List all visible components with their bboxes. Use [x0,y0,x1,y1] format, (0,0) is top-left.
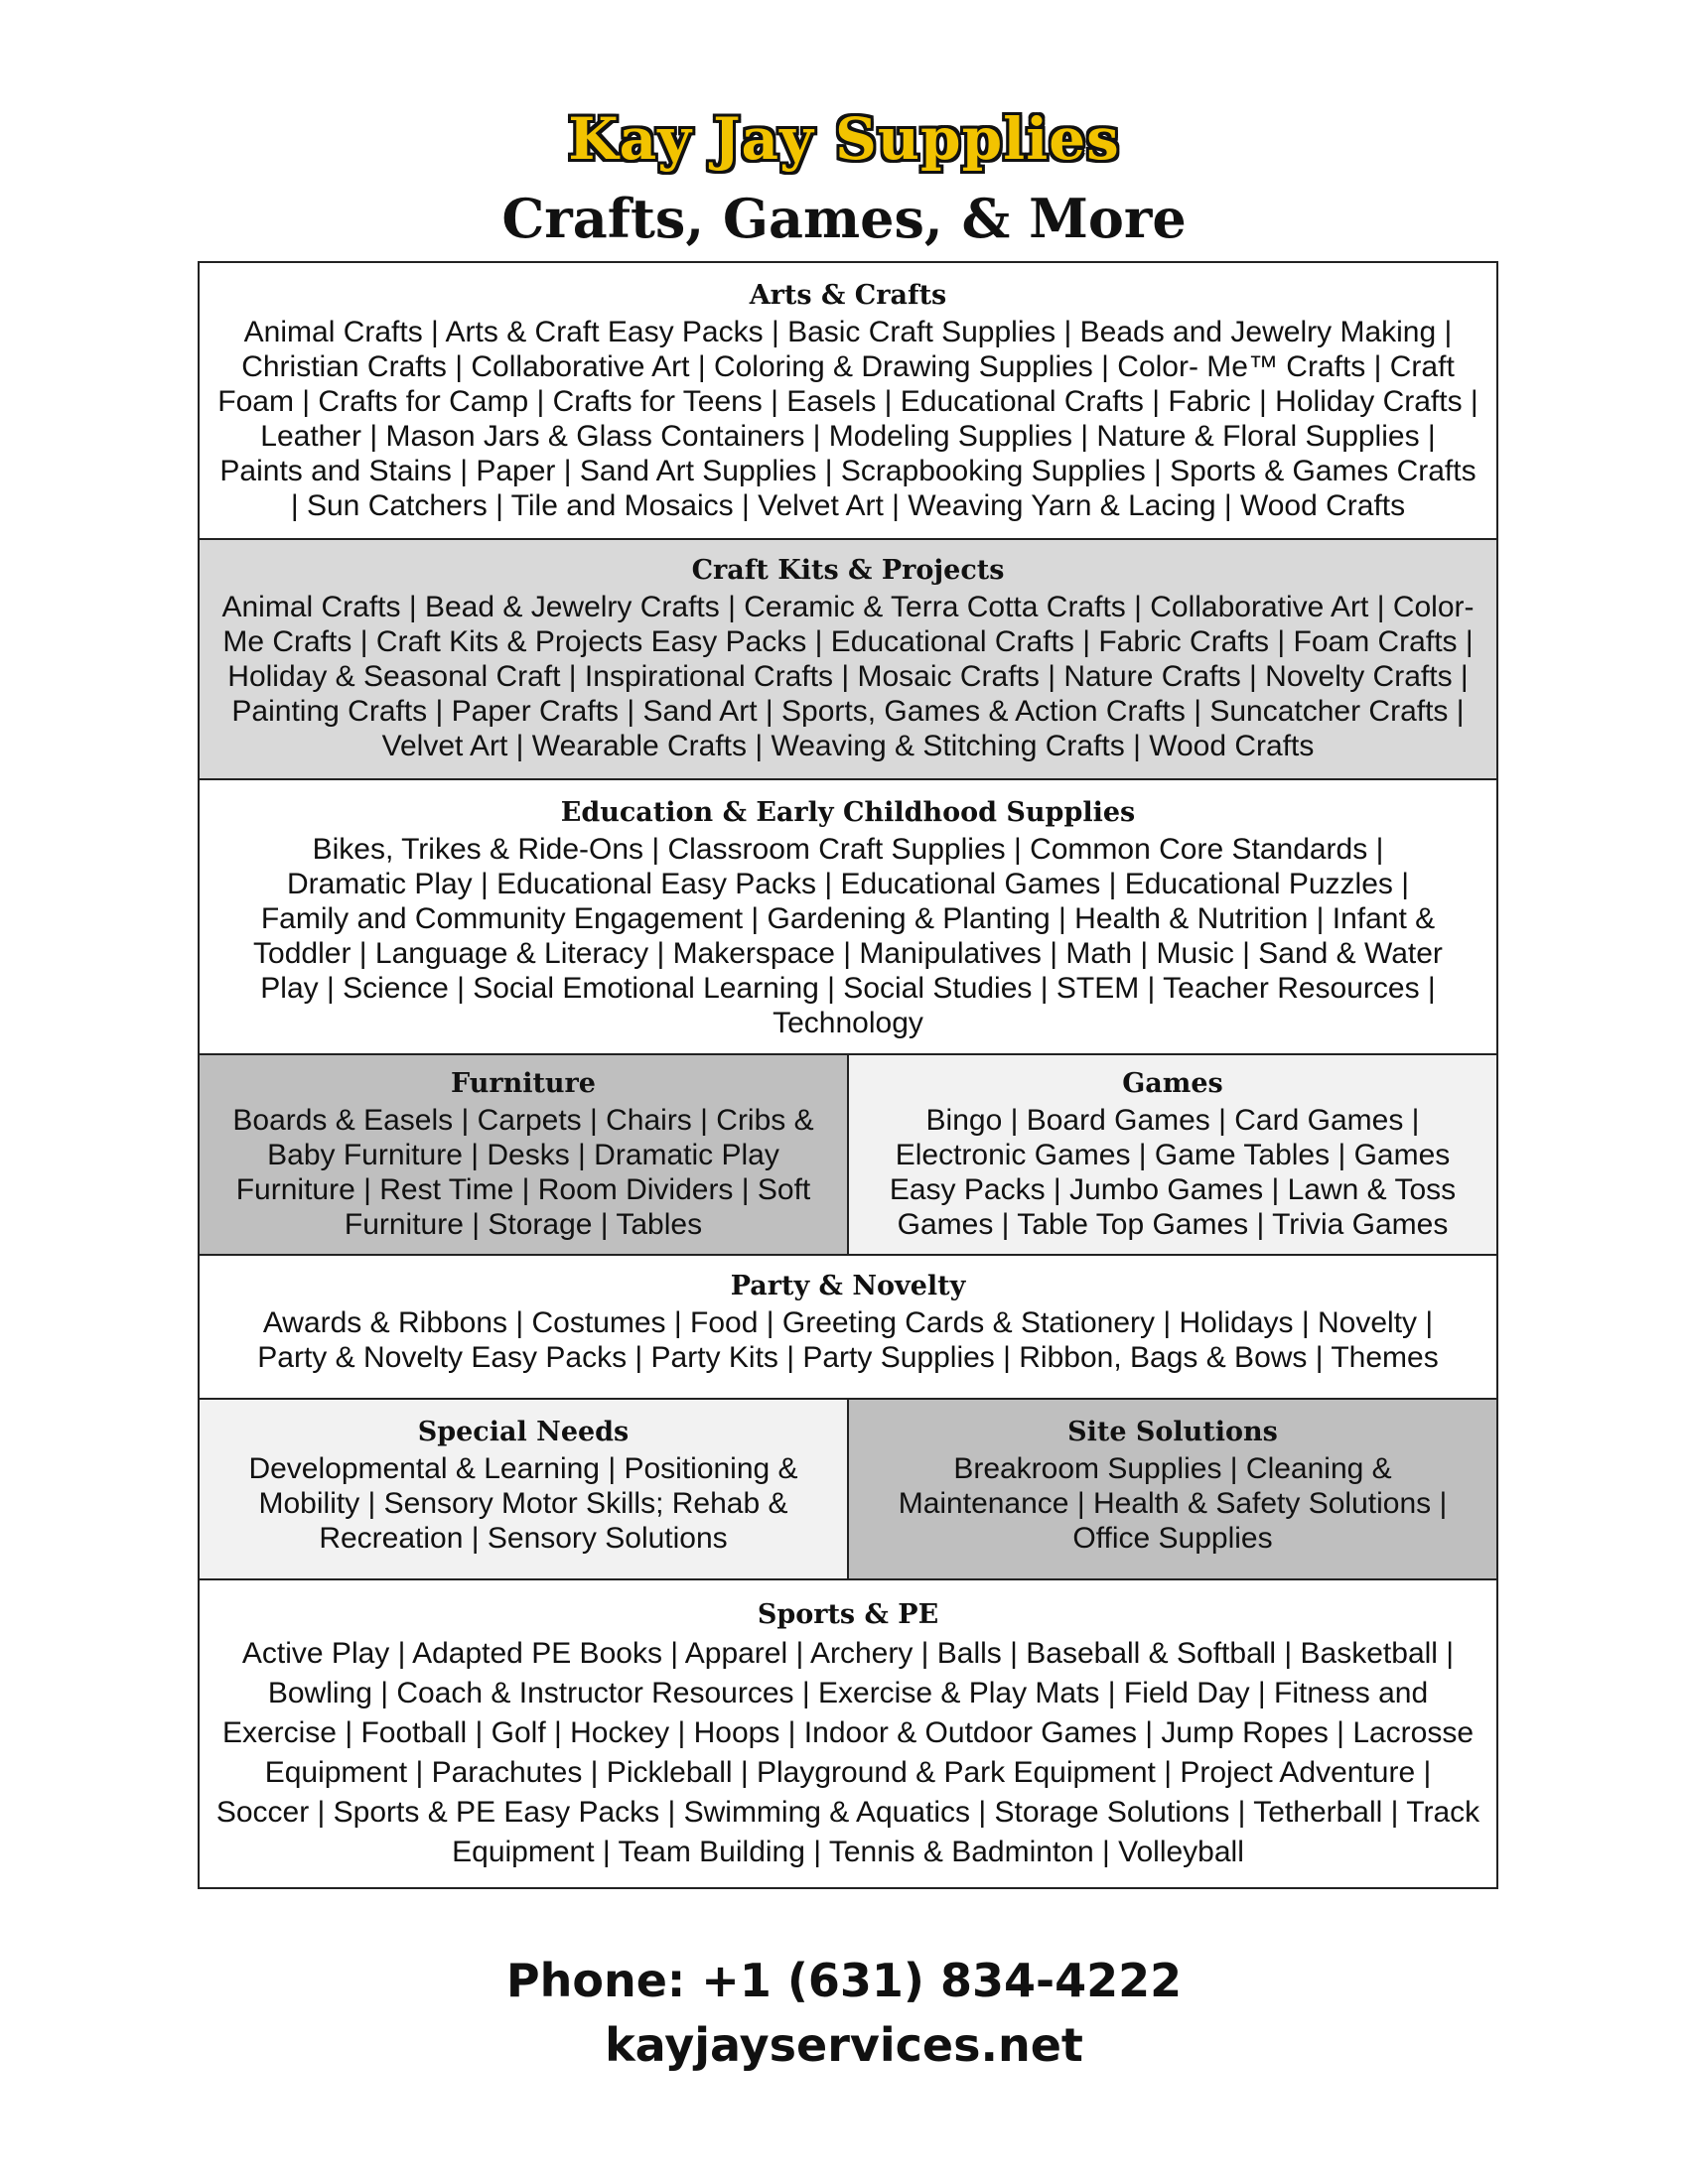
section-title: Site Solutions [1067,1417,1278,1447]
section-items: Developmental & Learning | Positioning & Mobility | Sensory Motor Skills; Rehab & Recreation | Sensory Solutions [248,1452,798,1555]
category-table [198,261,1498,1889]
section-title: Craft Kits & Projects [691,555,1005,586]
section-sports-pe [200,1580,1496,1887]
section-items: Boards & Easels | Carpets | Chairs | Cribs & Baby Furniture | Desks | Dramatic Play Furniture | Rest Time | Room Dividers | Soft Furniture | Storage | Tables [232,1104,814,1241]
section-education [200,780,1496,1055]
section-items: Animal Crafts | Arts & Craft Easy Packs | Basic Craft Supplies | Beads and Jewelry Making | Christian Crafts | Collaborative Art | Coloring & Drawing Supplies | Color- Me™ Crafts | Craft Foam | Crafts for Camp | Crafts for Teens | Easels | Educational Crafts | Fabric | Holiday Crafts | Leather | Mason Jars & Glass Containers | Modeling Supplies | Nature & Floral Supplies | Paints and Stains | Paper | Sand Art Supplies | Scrapbooking Supplies | Sports & Games Crafts | Sun Catchers | Tile and Mosaics | Velvet Art | Weaving Yarn & Lacing | Wood Crafts [217,316,1478,522]
website-link[interactable]: kayjayservices.net [605,2018,1083,2072]
section-items: Awards & Ribbons | Costumes | Food | Greeting Cards & Stationery | Holidays | Novelty | Party & Novelty Easy Packs | Party Kits | Party Supplies | Ribbon, Bags & Bows | Themes [257,1306,1439,1374]
section-title: Education & Early Childhood Supplies [560,797,1136,828]
section-title: Special Needs [417,1417,630,1447]
section-site-solutions [849,1400,1496,1580]
section-special-needs [200,1400,849,1580]
section-items: Bingo | Board Games | Card Games | Electronic Games | Game Tables | Games Easy Packs | Jumbo Games | Lawn & Toss Games | Table Top Games | Trivia Games [889,1104,1457,1241]
section-title: Furniture [451,1068,596,1099]
section-craft-kits [200,540,1496,780]
section-party [200,1256,1496,1400]
section-title: Games [1122,1068,1223,1099]
section-title: Arts & Crafts [749,280,947,311]
section-title: Party & Novelty [730,1271,966,1301]
section-items: Bikes, Trikes & Ride-Ons | Classroom Craft Supplies | Common Core Standards | Dramatic Play | Educational Easy Packs | Educational Games | Educational Puzzles | Family and Community Engagement | Gardening & Planting | Health & Nutrition | Infant & Toddler | Language & Literacy | Makerspace | Manipulatives | Math | Music | Sand & Water Play | Science | Social Emotional Learning | Social Studies | STEM | Teacher Resources | Technology [253,833,1443,1039]
section-title: Sports & PE [757,1599,939,1630]
section-furniture [200,1055,849,1256]
section-items: Breakroom Supplies | Cleaning & Maintenance | Health & Safety Solutions | Office Supplies [898,1452,1448,1555]
section-arts-crafts [200,263,1496,540]
brand-title: Kay Jay Supplies [568,105,1120,173]
section-items: Active Play | Adapted PE Books | Apparel | Archery | Balls | Baseball & Softball | Basketball | Bowling | Coach & Instructor Resources | Exercise & Play Mats | Field Day | Fitness and Exercise | Football | Golf | Hockey | Hoops | Indoor & Outdoor Games | Jump Ropes | Lacrosse Equipment | Parachutes | Pickleball | Playground & Park Equipment | Project Adventure | Soccer | Sports & PE Easy Packs | Swimming & Aquatics | Storage Solutions | Tetherball | Track Equipment | Team Building | Tennis & Badminton | Volleyball [215,1637,1480,1868]
section-games [849,1055,1496,1256]
section-items: Animal Crafts | Bead & Jewelry Crafts | Ceramic & Terra Cotta Crafts | Collaborative Art | Color- Me Crafts | Craft Kits & Projects Easy Packs | Educational Crafts | Fabric Crafts | Foam Crafts | Holiday & Seasonal Craft | Inspirational Crafts | Mosaic Crafts | Nature Crafts | Novelty Crafts | Painting Crafts | Paper Crafts | Sand Art | Sports, Games & Action Crafts | Suncatcher Crafts | Velvet Art | Wearable Crafts | Weaving & Stitching Crafts | Wood Crafts [221,591,1475,762]
page-subtitle: Crafts, Games, & More [501,187,1187,250]
phone-number: Phone: +1 (631) 834-4222 [505,1954,1183,2007]
